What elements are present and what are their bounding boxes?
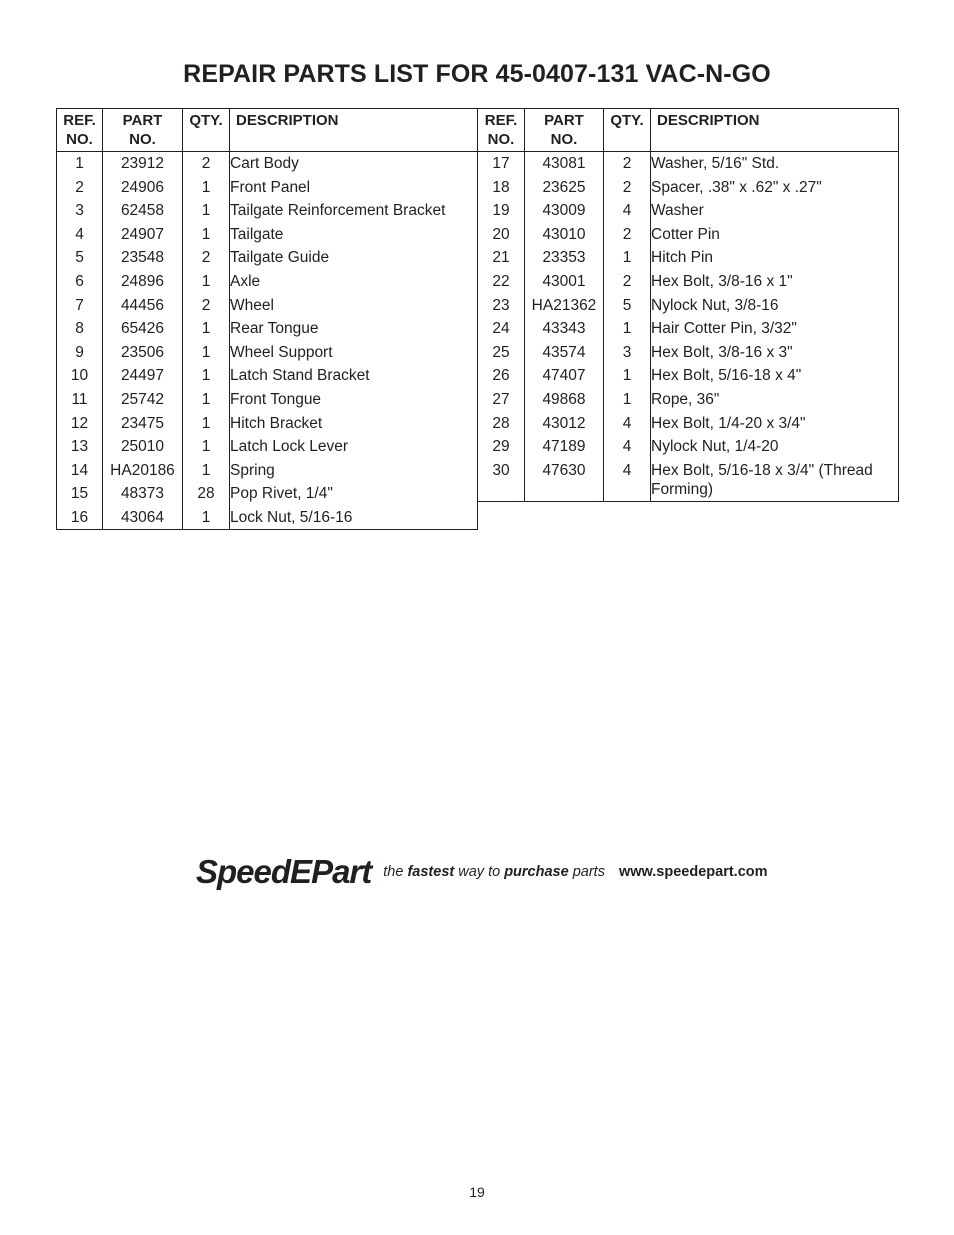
cell-part-no: 43343 xyxy=(525,317,604,341)
cell-ref-no: 12 xyxy=(57,411,103,435)
table-row xyxy=(478,270,899,294)
cell-ref-no: 8 xyxy=(57,317,103,341)
table-row xyxy=(478,246,899,270)
cell-part-no: 24896 xyxy=(103,270,183,294)
table-row xyxy=(478,317,899,341)
table-row xyxy=(478,199,899,223)
cell-ref-no: 19 xyxy=(478,199,525,223)
cell-description: Wheel xyxy=(230,293,478,317)
table-row xyxy=(57,482,478,506)
table-row xyxy=(57,506,478,530)
cell-ref-no: 25 xyxy=(478,340,525,364)
cell-part-no: 47630 xyxy=(525,458,604,501)
table-row xyxy=(57,435,478,459)
cell-part-no: 23548 xyxy=(103,246,183,270)
cell-description: Hex Bolt, 3/8-16 x 3" xyxy=(651,340,899,364)
cell-part-no: 47407 xyxy=(525,364,604,388)
cell-qty: 1 xyxy=(183,506,230,530)
header-description: DESCRIPTION xyxy=(651,109,899,152)
cell-part-no: 23625 xyxy=(525,175,604,199)
cell-part-no: 65426 xyxy=(103,317,183,341)
page-title: REPAIR PARTS LIST FOR 45-0407-131 VAC-N-GO xyxy=(183,60,771,88)
cell-part-no: 43081 xyxy=(525,152,604,176)
cell-ref-no: 3 xyxy=(57,199,103,223)
website-url[interactable]: www.speedepart.com xyxy=(618,864,768,880)
cell-description: Washer, 5/16" Std. xyxy=(651,152,899,176)
cell-qty: 1 xyxy=(183,270,230,294)
speedepart-logo: SpeedEPart xyxy=(196,853,372,890)
cell-ref-no: 26 xyxy=(478,364,525,388)
header-description: DESCRIPTION xyxy=(230,109,478,152)
cell-part-no: 43574 xyxy=(525,340,604,364)
cell-ref-no: 24 xyxy=(478,317,525,341)
table-header-row xyxy=(57,109,478,152)
cell-part-no: 23353 xyxy=(525,246,604,270)
header-qty: QTY. xyxy=(604,109,651,152)
table-row xyxy=(57,175,478,199)
cell-ref-no: 30 xyxy=(478,458,525,501)
table-row xyxy=(478,364,899,388)
table-row xyxy=(478,175,899,199)
cell-qty: 4 xyxy=(604,411,651,435)
table-row xyxy=(57,293,478,317)
cell-description: Spacer, .38" x .62" x .27" xyxy=(651,175,899,199)
cell-ref-no: 27 xyxy=(478,388,525,412)
cell-qty: 2 xyxy=(183,293,230,317)
table-row xyxy=(478,222,899,246)
cell-part-no: HA21362 xyxy=(525,293,604,317)
cell-description: Washer xyxy=(651,199,899,223)
cell-ref-no: 14 xyxy=(57,458,103,482)
cell-description: Hex Bolt, 1/4-20 x 3/4" xyxy=(651,411,899,435)
table-row xyxy=(57,246,478,270)
table-row xyxy=(57,270,478,294)
header-part-no: PART NO. xyxy=(103,109,183,152)
cell-qty: 1 xyxy=(183,199,230,223)
cell-qty: 2 xyxy=(604,222,651,246)
tagline: the fastest way to purchase parts xyxy=(383,864,605,880)
table-row xyxy=(57,152,478,176)
cell-qty: 1 xyxy=(183,175,230,199)
cell-ref-no: 6 xyxy=(57,270,103,294)
cell-description: Front Tongue xyxy=(230,388,478,412)
table-row xyxy=(478,411,899,435)
header-ref-no: REF. NO. xyxy=(57,109,103,152)
speedepart-footer xyxy=(196,852,768,892)
table-row xyxy=(478,152,899,176)
cell-ref-no: 29 xyxy=(478,435,525,459)
cell-qty: 3 xyxy=(604,340,651,364)
cell-qty: 1 xyxy=(604,246,651,270)
cell-qty: 4 xyxy=(604,458,651,501)
cell-description: Hex Bolt, 5/16-18 x 3/4" (Thread Forming) xyxy=(651,458,899,501)
cell-part-no: 24497 xyxy=(103,364,183,388)
cell-description: Hitch Pin xyxy=(651,246,899,270)
cell-qty: 4 xyxy=(604,199,651,223)
table-row xyxy=(478,388,899,412)
cell-part-no: 24906 xyxy=(103,175,183,199)
cell-qty: 2 xyxy=(604,152,651,176)
cell-qty: 1 xyxy=(183,364,230,388)
table-header-row xyxy=(478,109,899,152)
cell-description: Latch Lock Lever xyxy=(230,435,478,459)
parts-table-right-body xyxy=(478,152,899,502)
cell-part-no: 43064 xyxy=(103,506,183,530)
cell-description: Hair Cotter Pin, 3/32" xyxy=(651,317,899,341)
cell-part-no: 49868 xyxy=(525,388,604,412)
cell-description: Hitch Bracket xyxy=(230,411,478,435)
cell-description: Hex Bolt, 3/8-16 x 1" xyxy=(651,270,899,294)
cell-part-no: HA20186 xyxy=(103,458,183,482)
cell-ref-no: 2 xyxy=(57,175,103,199)
cell-part-no: 43001 xyxy=(525,270,604,294)
header-ref-no: REF. NO. xyxy=(478,109,525,152)
cell-qty: 1 xyxy=(604,388,651,412)
cell-ref-no: 21 xyxy=(478,246,525,270)
table-row xyxy=(57,199,478,223)
cell-ref-no: 15 xyxy=(57,482,103,506)
table-row xyxy=(478,458,899,501)
cell-ref-no: 9 xyxy=(57,340,103,364)
cell-description: Nylock Nut, 1/4-20 xyxy=(651,435,899,459)
cell-description: Axle xyxy=(230,270,478,294)
cell-qty: 5 xyxy=(604,293,651,317)
cell-description: Tailgate Reinforcement Bracket xyxy=(230,199,478,223)
cell-qty: 1 xyxy=(183,435,230,459)
table-row xyxy=(57,458,478,482)
cell-description: Wheel Support xyxy=(230,340,478,364)
cell-description: Hex Bolt, 5/16-18 x 4" xyxy=(651,364,899,388)
cell-description: Cotter Pin xyxy=(651,222,899,246)
cell-ref-no: 13 xyxy=(57,435,103,459)
cell-part-no: 23506 xyxy=(103,340,183,364)
cell-qty: 2 xyxy=(183,152,230,176)
cell-part-no: 62458 xyxy=(103,199,183,223)
cell-ref-no: 5 xyxy=(57,246,103,270)
table-row xyxy=(57,340,478,364)
cell-ref-no: 11 xyxy=(57,388,103,412)
cell-description: Tailgate xyxy=(230,222,478,246)
cell-qty: 2 xyxy=(604,175,651,199)
cell-ref-no: 7 xyxy=(57,293,103,317)
cell-part-no: 43009 xyxy=(525,199,604,223)
cell-part-no: 23912 xyxy=(103,152,183,176)
cell-qty: 2 xyxy=(604,270,651,294)
cell-ref-no: 18 xyxy=(478,175,525,199)
cell-qty: 1 xyxy=(183,222,230,246)
table-row xyxy=(57,364,478,388)
cell-part-no: 24907 xyxy=(103,222,183,246)
cell-description: Rope, 36" xyxy=(651,388,899,412)
cell-qty: 1 xyxy=(183,411,230,435)
cell-ref-no: 20 xyxy=(478,222,525,246)
cell-description: Pop Rivet, 1/4" xyxy=(230,482,478,506)
cell-part-no: 25010 xyxy=(103,435,183,459)
cell-ref-no: 22 xyxy=(478,270,525,294)
table-row xyxy=(478,435,899,459)
cell-part-no: 43010 xyxy=(525,222,604,246)
cell-description: Lock Nut, 5/16-16 xyxy=(230,506,478,530)
cell-qty: 1 xyxy=(183,340,230,364)
cell-part-no: 43012 xyxy=(525,411,604,435)
cell-ref-no: 28 xyxy=(478,411,525,435)
table-row xyxy=(478,293,899,317)
cell-part-no: 44456 xyxy=(103,293,183,317)
cell-description: Spring xyxy=(230,458,478,482)
cell-qty: 1 xyxy=(183,317,230,341)
cell-qty: 1 xyxy=(604,364,651,388)
cell-description: Nylock Nut, 3/8-16 xyxy=(651,293,899,317)
cell-description: Cart Body xyxy=(230,152,478,176)
page-number: 19 xyxy=(469,1184,485,1200)
cell-description: Tailgate Guide xyxy=(230,246,478,270)
cell-qty: 1 xyxy=(183,458,230,482)
cell-part-no: 48373 xyxy=(103,482,183,506)
cell-ref-no: 16 xyxy=(57,506,103,530)
cell-ref-no: 10 xyxy=(57,364,103,388)
cell-ref-no: 23 xyxy=(478,293,525,317)
table-row xyxy=(57,411,478,435)
parts-table-left xyxy=(56,108,478,530)
header-qty: QTY. xyxy=(183,109,230,152)
cell-description: Latch Stand Bracket xyxy=(230,364,478,388)
cell-qty: 2 xyxy=(183,246,230,270)
cell-description: Rear Tongue xyxy=(230,317,478,341)
header-part-no: PART NO. xyxy=(525,109,604,152)
cell-qty: 28 xyxy=(183,482,230,506)
cell-ref-no: 4 xyxy=(57,222,103,246)
parts-table-right xyxy=(477,108,899,502)
cell-ref-no: 1 xyxy=(57,152,103,176)
cell-qty: 1 xyxy=(183,388,230,412)
cell-description: Front Panel xyxy=(230,175,478,199)
table-row xyxy=(57,222,478,246)
cell-ref-no: 17 xyxy=(478,152,525,176)
cell-qty: 1 xyxy=(604,317,651,341)
cell-part-no: 23475 xyxy=(103,411,183,435)
table-row xyxy=(57,317,478,341)
cell-qty: 4 xyxy=(604,435,651,459)
cell-part-no: 47189 xyxy=(525,435,604,459)
cell-part-no: 25742 xyxy=(103,388,183,412)
table-row xyxy=(478,340,899,364)
parts-table-left-body xyxy=(57,152,478,530)
table-row xyxy=(57,388,478,412)
